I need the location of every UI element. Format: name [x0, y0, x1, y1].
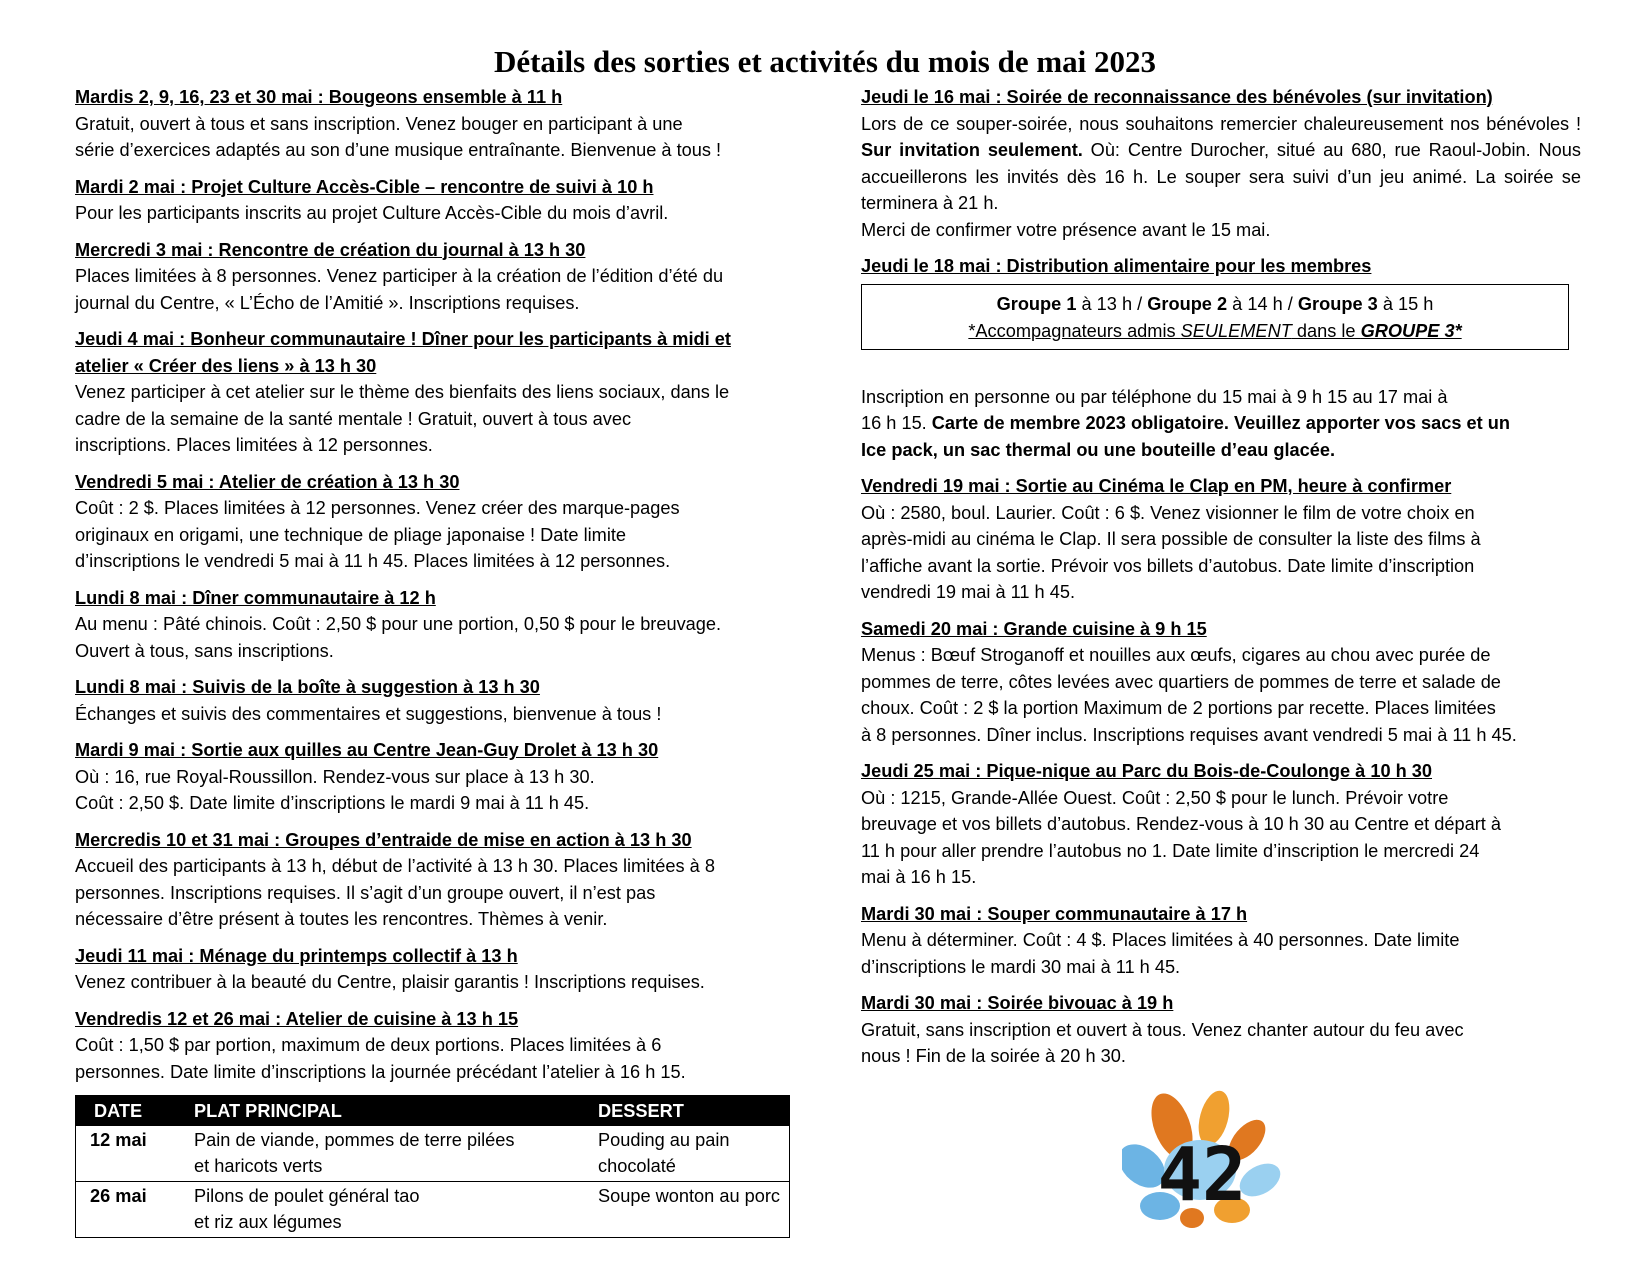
event-line: l’affiche avant la sortie. Prévoir vos billets d’autobus. Date limite d’inscription [861, 555, 1475, 576]
event-benevoles [861, 84, 1581, 243]
left-column [75, 84, 800, 1238]
event-line: personnes. Date limite d’inscriptions la journée précédant l’atelier à 16 h 15. [75, 1061, 686, 1082]
event [75, 1006, 800, 1086]
info-bold: Carte de membre 2023 obligatoire. Veuillez apporter vos sacs et un [931, 413, 1510, 433]
dessert-line: Pouding au pain [598, 1130, 730, 1150]
info-part: 16 h 15. [861, 413, 932, 433]
event-heading: Vendredi 5 mai : Atelier de création à 13 h 30 [75, 471, 460, 492]
event [75, 84, 800, 164]
table-row [76, 1182, 790, 1238]
info-line: Ice pack, un sac thermal ou une bouteille d’eau glacée. [861, 439, 1336, 460]
row-plat [184, 1182, 578, 1238]
distribution-info [861, 384, 1581, 464]
table-row [76, 1126, 790, 1182]
event-line: Pour les participants inscrits au projet Culture Accès-Cible du mois d’avril. [75, 203, 669, 223]
event-text: Merci de confirmer votre présence avant le 15 mai. [861, 219, 1271, 240]
event-line: nécessaire d’être présent à toutes les rencontres. Thèmes à venir. [75, 909, 608, 929]
event-heading: Jeudi le 18 mai : Distribution alimentaire pour les membres [861, 256, 1372, 276]
event-line: inscriptions. Places limitées à 12 personnes. [75, 435, 433, 455]
event-line: Coût : 2,50 $. Date limite d’inscriptions le mardi 9 mai à 11 h 45. [75, 793, 590, 813]
event-heading: Jeudi 11 mai : Ménage du printemps collectif à 13 h [75, 945, 518, 966]
event-line: breuvage et vos billets d’autobus. Rendez-vous à 10 h 30 au Centre et départ à [861, 814, 1502, 834]
event-line: originaux en origami, une technique de pliage japonaise ! Date limite [75, 524, 627, 545]
plat-line: et haricots verts [194, 1156, 323, 1176]
event [75, 943, 800, 996]
event [75, 737, 800, 817]
groups-line [862, 291, 1568, 318]
dessert-line: chocolaté [598, 1156, 676, 1176]
event-line: Où : 2580, boul. Laurier. Coût : 6 $. Venez visionner le film de votre choix en [861, 502, 1475, 523]
event-heading: Mardi 9 mai : Sortie aux quilles au Centre Jean-Guy Drolet à 13 h 30 [75, 740, 659, 760]
event-text-bold: Sur invitation seulement. [861, 140, 1083, 160]
event-line: nous ! Fin de la soirée à 20 h 30. [861, 1046, 1126, 1066]
event-line: Où : 1215, Grande-Allée Ouest. Coût : 2,50 $ pour le lunch. Prévoir votre [861, 787, 1449, 808]
event-heading: Mardis 2, 9, 16, 23 et 30 mai : Bougeons ensemble à 11 h [75, 87, 563, 107]
row-date: 12 mai [76, 1126, 185, 1182]
header-date: DATE [76, 1096, 185, 1126]
event-text [861, 111, 1581, 217]
event-line: Accueil des participants à 13 h, début de l’activité à 13 h 30. Places limitées à 8 [75, 856, 715, 876]
event [75, 674, 800, 727]
event-text-part: Lors de ce souper-soirée, nous souhaitons remercier chaleureusement nos bénévoles ! [861, 113, 1581, 134]
event-line: 11 h pour aller prendre l’autobus no 1. Date limite d’inscription le mercredi 24 [861, 840, 1480, 861]
event-heading: atelier « Créer des liens » à 13 h 30 [75, 355, 377, 376]
row-plat [184, 1126, 578, 1182]
event-line: Menus : Bœuf Stroganoff et nouilles aux œufs, cigares au chou avec purée de [861, 645, 1491, 665]
event-line: pommes de terre, côtes levées avec quartiers de pommes de terre et salade de [861, 671, 1501, 692]
event [861, 473, 1581, 606]
event-line: cadre de la semaine de la santé mentale ! Gratuit, ouvert à tous avec [75, 408, 632, 429]
event-line: d’inscriptions le vendredi 5 mai à 11 h 45. Places limitées à 12 personnes. [75, 551, 671, 571]
event-heading: Vendredis 12 et 26 mai : Atelier de cuisine à 13 h 15 [75, 1008, 519, 1029]
event-line: après-midi au cinéma le Clap. Il sera possible de consulter la liste des films à [861, 529, 1481, 549]
menu-table-header-row [76, 1096, 790, 1126]
event-heading: Jeudi le 16 mai : Soirée de reconnaissance des bénévoles (sur invitation) [861, 87, 1493, 107]
plat-line: Pain de viande, pommes de terre pilées [194, 1130, 515, 1150]
event-line: personnes. Inscriptions requises. Il s’agit d’un groupe ouvert, il n’est pas [75, 882, 656, 903]
event-line: mai à 16 h 15. [861, 867, 977, 887]
event [861, 616, 1581, 749]
event-heading: Mercredi 3 mai : Rencontre de création du journal à 13 h 30 [75, 239, 586, 260]
event-line: vendredi 19 mai à 11 h 45. [861, 582, 1076, 602]
event-line: Places limitées à 8 personnes. Venez participer à la création de l’édition d’été du [75, 266, 724, 286]
event [75, 827, 800, 933]
event-line: Échanges et suivis des commentaires et suggestions, bienvenue à tous ! [75, 703, 662, 724]
note-part: *Accompagnateurs admis [968, 320, 1181, 341]
event [75, 469, 800, 575]
logo-42 [1122, 1088, 1282, 1238]
logo-text: 42 [1157, 1132, 1247, 1218]
event-line: choux. Coût : 2 $ la portion Maximum de 2 portions par recette. Places limitées [861, 698, 1496, 718]
header-plat: PLAT PRINCIPAL [184, 1096, 578, 1126]
note-part: SEULEMENT [1180, 320, 1292, 341]
event-heading: Mercredis 10 et 31 mai : Groupes d’entraide de mise en action à 13 h 30 [75, 829, 692, 850]
event [861, 758, 1581, 891]
info-line [861, 410, 1581, 437]
group-label: Groupe 1 [996, 293, 1077, 314]
plat-line: et riz aux légumes [194, 1212, 342, 1232]
event-line: Où : 16, rue Royal-Roussillon. Rendez-vous sur place à 13 h 30. [75, 766, 595, 787]
info-line: Inscription en personne ou par téléphone du 15 mai à 9 h 15 au 17 mai à [861, 386, 1448, 407]
event-line: Menu à déterminer. Coût : 4 $. Places limitées à 40 personnes. Date limite [861, 930, 1460, 950]
group-label: Groupe 2 [1147, 293, 1228, 314]
event-text-part: Où: Centre Durocher, situé au 680, rue Raoul-Jobin. Nous accueillerons les invités dès 16 h. Le souper sera suivi d’un jeu animé. La soirée se terminera à 21 h. [861, 140, 1581, 213]
event-line: Venez participer à cet atelier sur le thème des bienfaits des liens sociaux, dans le [75, 382, 730, 402]
event-heading: Mardi 30 mai : Souper communautaire à 17 h [861, 903, 1248, 924]
event-line: Gratuit, ouvert à tous et sans inscription. Venez bouger en participant à une [75, 113, 683, 134]
right-events [861, 473, 1581, 1070]
right-column [861, 84, 1581, 1080]
group-time: à 13 h / [1081, 293, 1143, 314]
event [75, 237, 800, 317]
event-distribution [861, 253, 1581, 463]
row-date: 26 mai [76, 1182, 185, 1238]
event [75, 174, 800, 227]
event-heading: Lundi 8 mai : Suivis de la boîte à suggestion à 13 h 30 [75, 677, 540, 697]
event-heading: Samedi 20 mai : Grande cuisine à 9 h 15 [861, 618, 1207, 639]
header-dessert: DESSERT [578, 1096, 790, 1126]
group-time: à 14 h / [1232, 293, 1293, 314]
event-heading: Lundi 8 mai : Dîner communautaire à 12 h [75, 587, 436, 608]
page-title: Détails des sorties et activités du mois de mai 2023 [493, 44, 1157, 79]
groups-box [861, 284, 1569, 350]
event-line: série d’exercices adaptés au son d’une musique entraînante. Bienvenue à tous ! [75, 140, 722, 160]
plat-line: Pilons de poulet général tao [194, 1186, 420, 1206]
row-dessert [578, 1182, 790, 1238]
note-part: GROUPE 3* [1360, 320, 1462, 341]
event-line: d’inscriptions le mardi 30 mai à 11 h 45. [861, 956, 1181, 977]
row-dessert [578, 1126, 790, 1182]
event-line: Ouvert à tous, sans inscriptions. [75, 640, 334, 661]
event-line: journal du Centre, « L’Écho de l’Amitié ». Inscriptions requises. [75, 292, 580, 313]
event-heading: Jeudi 4 mai : Bonheur communautaire ! Dîner pour les participants à midi et [75, 329, 731, 349]
event [861, 901, 1581, 981]
event-line: Gratuit, sans inscription et ouvert à tous. Venez chanter autour du feu avec [861, 1019, 1464, 1040]
left-events [75, 84, 800, 1085]
event-heading: Mardi 2 mai : Projet Culture Accès-Cible – rencontre de suivi à 10 h [75, 176, 654, 197]
menu-table [75, 1095, 790, 1238]
group-label: Groupe 3 [1297, 293, 1378, 314]
event-heading: Vendredi 19 mai : Sortie au Cinéma le Clap en PM, heure à confirmer [861, 476, 1452, 496]
group-time: à 15 h [1382, 293, 1434, 314]
event [75, 585, 800, 665]
event-line: Coût : 2 $. Places limitées à 12 personnes. Venez créer des marque-pages [75, 498, 680, 518]
event [75, 326, 800, 459]
event-line: Au menu : Pâté chinois. Coût : 2,50 $ pour une portion, 0,50 $ pour le breuvage. [75, 614, 722, 634]
event-line: Coût : 1,50 $ par portion, maximum de deux portions. Places limitées à 6 [75, 1035, 662, 1055]
event-heading: Mardi 30 mai : Soirée bivouac à 19 h [861, 993, 1174, 1013]
event [861, 990, 1581, 1070]
note-part: dans le [1291, 320, 1361, 341]
event-line: à 8 personnes. Dîner inclus. Inscriptions requises avant vendredi 5 mai à 11 h 45. [861, 724, 1517, 745]
groups-note [862, 318, 1568, 345]
event-line: Venez contribuer à la beauté du Centre, plaisir garantis ! Inscriptions requises. [75, 972, 705, 992]
dessert-line: Soupe wonton au porc [598, 1186, 781, 1206]
event-heading: Jeudi 25 mai : Pique-nique au Parc du Bois-de-Coulonge à 10 h 30 [861, 761, 1433, 781]
